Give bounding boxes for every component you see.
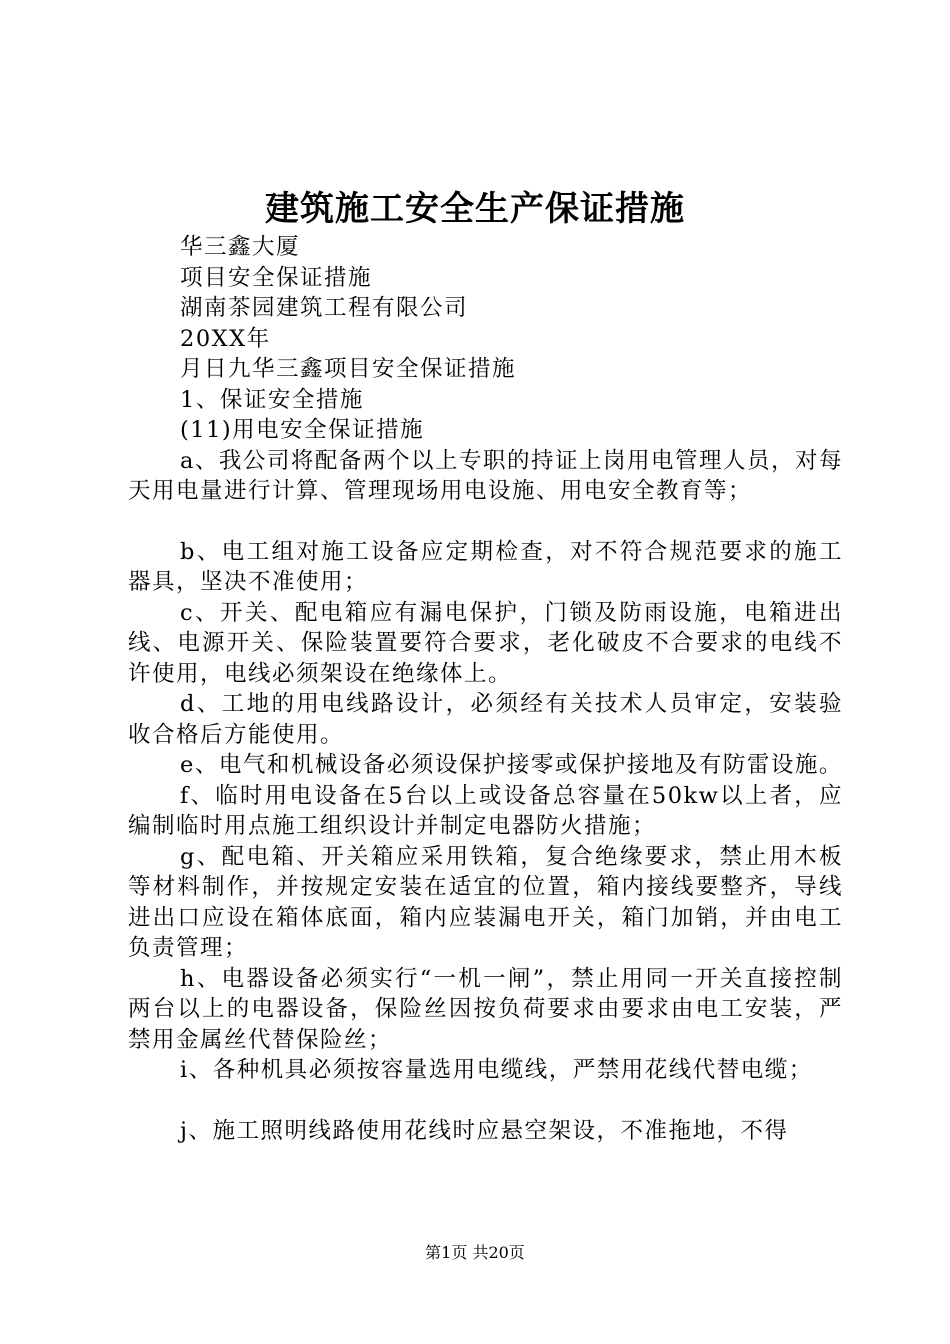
paragraph-e: e、电气和机械设备必须设保护接零或保护接地及有防雷设施。 [180, 752, 843, 778]
subtitle-line: 项目安全保证措施 [180, 264, 373, 291]
subsection-heading: (11)用电安全保证措施 [180, 417, 425, 443]
paragraph-h: h、电器设备必须实行“一机一闸”，禁止用同一开关直接控制两台以上的电器设备，保险丝因按负荷要求由要求由电工安装，严禁用金属丝代替保险丝； [128, 965, 843, 1053]
document-title: 建筑施工安全生产保证措施 [265, 189, 685, 229]
paragraph-c: c、开关、配电箱应有漏电保护，门锁及防雨设施，电箱进出线、电源开关、保险装置要符合要求，老化破皮不合要求的电线不许使用，电线必须架设在绝缘体上。 [128, 599, 843, 687]
company-name: 湖南茶园建筑工程有限公司 [180, 295, 469, 321]
date-project-line: 月日九华三鑫项目安全保证措施 [180, 356, 517, 382]
year-line: 20XX年 [180, 325, 271, 352]
page-footer: 第1页 共20页 [425, 1243, 525, 1262]
paragraph-f: f、临时用电设备在5台以上或设备总容量在50kw以上者，应编制临时用点施工组织设计并制定电器防火措施； [128, 782, 843, 839]
paragraph-j: j、施工照明线路使用花线时应悬空架设，不准拖地，不得 [180, 1117, 789, 1144]
paragraph-i: i、各种机具必须按容量选用电缆线，严禁用花线代替电缆； [180, 1057, 813, 1083]
paragraph-a: a、我公司将配备两个以上专职的持证上岗用电管理人员，对每天用电量进行计算、管理现场用电设施、用电安全教育等； [128, 447, 843, 504]
section-heading: 1、保证安全措施 [180, 386, 364, 413]
document-body [128, 232, 843, 1146]
paragraph-g: g、配电箱、开关箱应采用铁箱，复合绝缘要求，禁止用木板等材料制作，并按规定安装在适宜的位置，箱内接线要整齐，导线进出口应设在箱体底面，箱内应装漏电开关，箱门加销，并由电工负责管理； [128, 843, 843, 961]
building-name: 华三鑫大厦 [180, 234, 301, 260]
paragraph-b: b、电工组对施工设备应定期检查，对不符合规范要求的施工器具，坚决不准使用； [128, 538, 843, 595]
paragraph-d: d、工地的用电线路设计，必须经有关技术人员审定，安装验收合格后方能使用。 [128, 691, 843, 748]
